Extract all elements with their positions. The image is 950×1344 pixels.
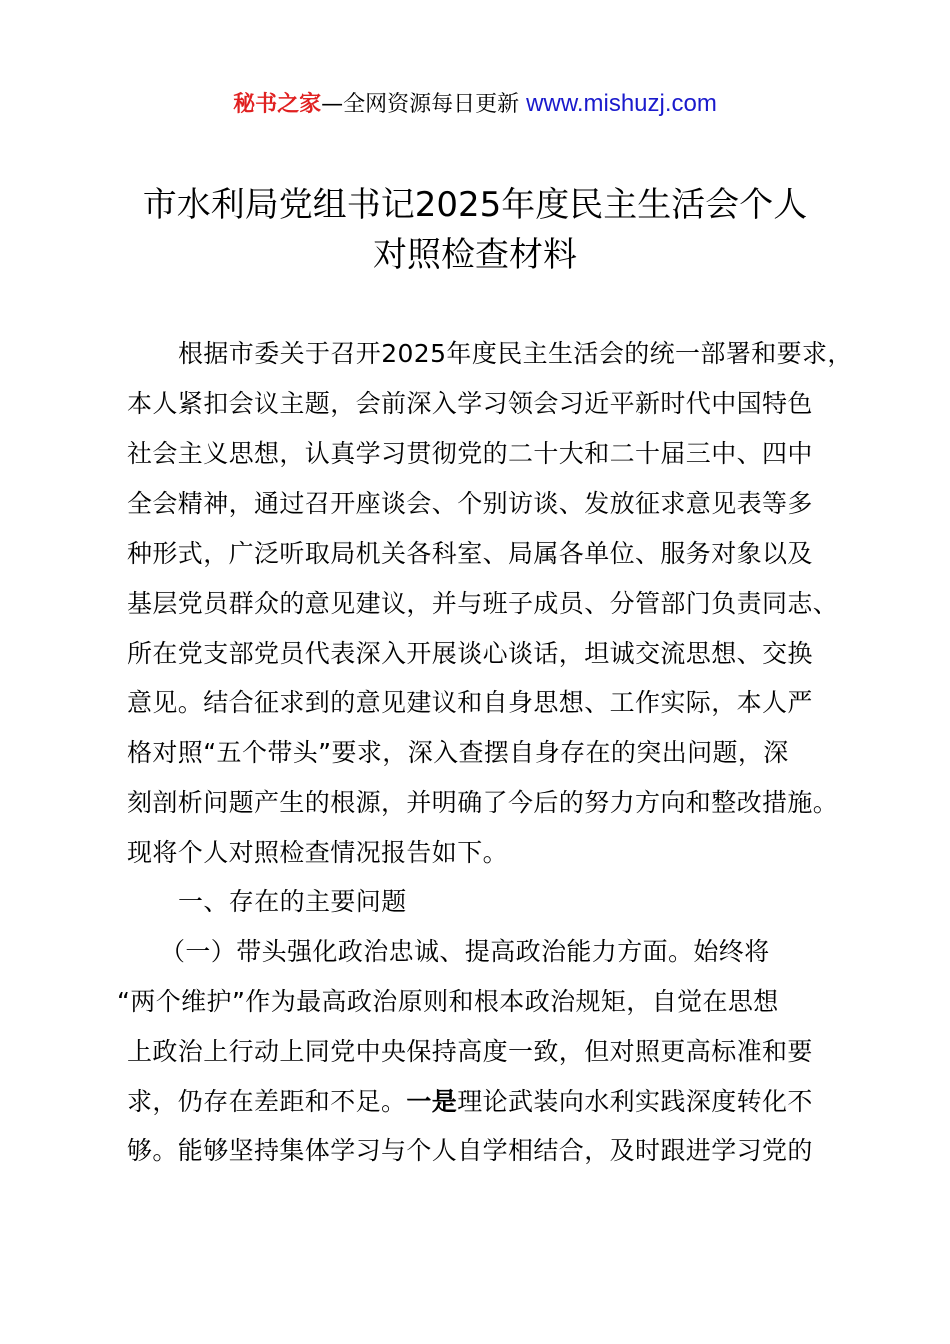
text-segment: 求，仍存在差距和不足。 xyxy=(127,1087,407,1116)
paragraph-line: 上政治上行动上同党中央保持高度一致，但对照更高标准和要 xyxy=(127,1037,813,1066)
text-segment: 理论武装向水利实践深度转化不 xyxy=(457,1087,813,1116)
paragraph-line: 社会主义思想，认真学习贯彻党的二十大和二十届三中、四中 xyxy=(127,439,813,468)
paragraph-line: 所在党支部党员代表深入开展谈心谈话，坦诚交流思想、交换 xyxy=(127,639,813,668)
bold-marker: 一是 xyxy=(406,1087,458,1116)
site-url-link[interactable]: www.mishuzj.com xyxy=(526,90,717,117)
paragraph-line: 意见。结合征求到的意见建议和自身思想、工作实际，本人严 xyxy=(127,688,813,717)
site-header xyxy=(0,88,950,121)
paragraph-line: 刻剖析问题产生的根源，并明确了今后的努力方向和整改措施。 xyxy=(127,788,839,817)
subsection-heading-line: （一）带头强化政治忠诚、提高政治能力方面。始终将 xyxy=(160,937,770,966)
paragraph-line: “两个维护”作为最高政治原则和根本政治规矩，自觉在思想 xyxy=(117,987,779,1016)
brand-name: 秘书之家 xyxy=(233,92,322,117)
paragraph-line: 种形式，广泛听取局机关各科室、局属各单位、服务对象以及 xyxy=(127,539,813,568)
paragraph-line: 够。能够坚持集体学习与个人自学相结合，及时跟进学习党的 xyxy=(127,1136,813,1165)
paragraph-line: 全会精神，通过召开座谈会、个别访谈、发放征求意见表等多 xyxy=(127,489,813,518)
header-tagline: —全网资源每日更新 xyxy=(321,92,527,117)
paragraph-line: 现将个人对照检查情况报告如下。 xyxy=(127,838,509,867)
paragraph-line: 根据市委关于召开2025年度民主生活会的统一部署和要求， xyxy=(178,339,853,368)
paragraph-line: 基层党员群众的意见建议，并与班子成员、分管部门负责同志、 xyxy=(127,589,839,618)
paragraph-line: 格对照“五个带头”要求，深入查摆自身存在的突出问题，深 xyxy=(127,738,789,767)
document-title-line-2: 对照检查材料 xyxy=(373,235,577,275)
section-heading: 一、存在的主要问题 xyxy=(178,887,407,916)
paragraph-line: 本人紧扣会议主题，会前深入学习领会习近平新时代中国特色 xyxy=(127,389,813,418)
paragraph-line xyxy=(127,1085,813,1119)
document-title-line-1: 市水利局党组书记2025年度民主生活会个人 xyxy=(142,185,808,225)
